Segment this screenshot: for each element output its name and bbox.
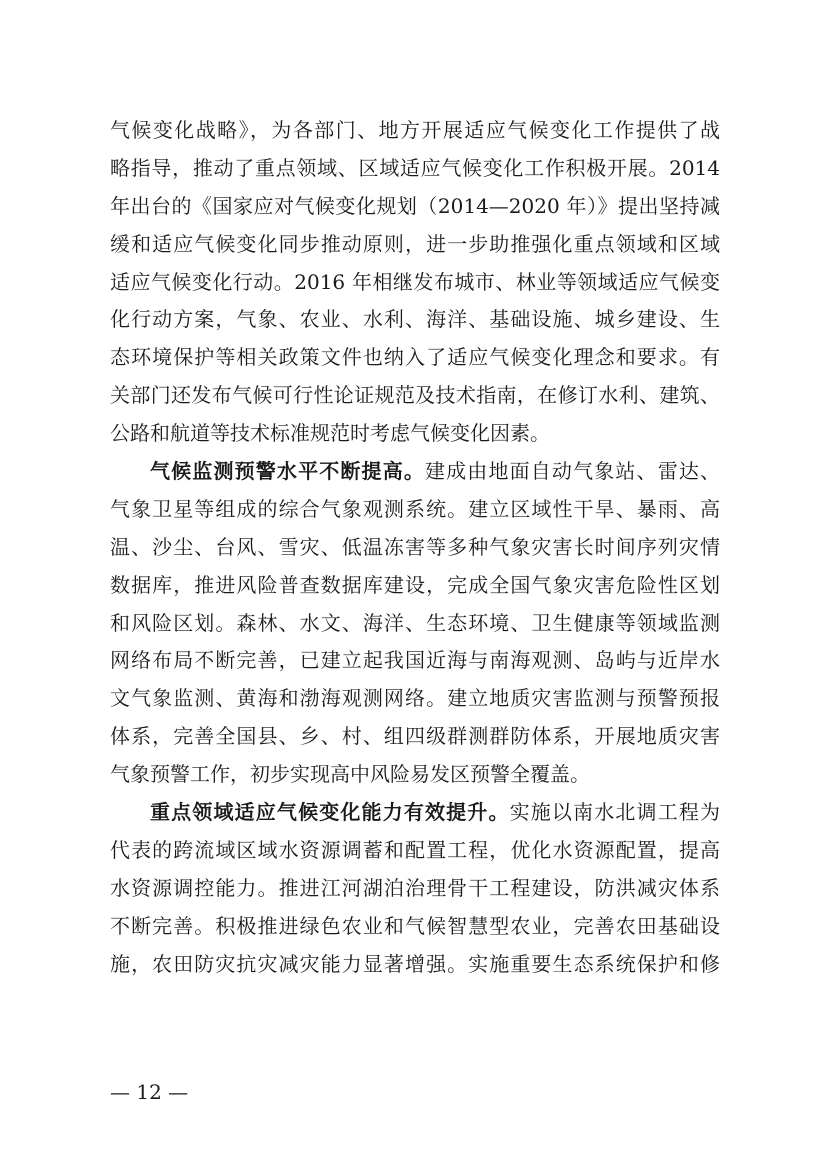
text-line xyxy=(110,453,720,491)
text-line: 文气象监测、黄海和渤海观测网络。建立地质灾害监测与预警预报 xyxy=(110,686,720,711)
text-line: 水资源调控能力。推进江河湖泊治理骨干工程建设，防洪减灾体系 xyxy=(110,875,720,900)
text-line: 略指导，推动了重点领域、区域适应气候变化工作积极开展。2014 xyxy=(110,155,720,180)
text-line: 网络布局不断完善，已建立起我国近海与南海观测、岛屿与近岸水 xyxy=(110,648,720,673)
text-line: 适应气候变化行动。2016 年相继发布城市、林业等领域适应气候变 xyxy=(110,269,720,294)
text-line: 和风险区划。森林、水文、海洋、生态环境、卫生健康等领域监测 xyxy=(110,610,720,635)
text-line: 气候变化战略》，为各部门、地方开展适应气候变化工作提供了战 xyxy=(110,118,720,142)
paragraph-heading: 气候监测预警水平不断提高。 xyxy=(150,459,425,484)
text-line: 不断完善。积极推进绿色农业和气候智慧型农业，完善农田基础设 xyxy=(110,913,720,938)
text-line: 缓和适应气候变化同步推动原则，进一步助推强化重点领域和区域 xyxy=(110,231,720,256)
text-span: 建成由地面自动气象站、雷达、 xyxy=(425,459,720,484)
paragraph-heading: 重点领域适应气候变化能力有效提升。 xyxy=(150,800,510,825)
text-line: 关部门还发布气候可行性论证规范及技术指南，在修订水利、建筑、 xyxy=(110,383,720,408)
document-body xyxy=(110,112,720,983)
text-line xyxy=(110,794,720,832)
text-line: 气象卫星等组成的综合气象观测系统。建立区域性干旱、暴雨、高 xyxy=(110,496,720,521)
text-line: 温、沙尘、台风、雪灾、低温冻害等多种气象灾害长时间序列灾情 xyxy=(110,534,720,559)
text-line: 施，农田防灾抗灾减灾能力显著增强。实施重要生态系统保护和修 xyxy=(110,951,720,976)
text-line: 代表的跨流域区域水资源调蓄和配置工程，优化水资源配置，提高 xyxy=(110,837,720,862)
paragraph-key-sectors xyxy=(110,794,720,983)
text-line: 公路和航道等技术标准规范时考虑气候变化因素。 xyxy=(110,421,550,446)
text-line: 气象预警工作，初步实现高中风险易发区预警全覆盖。 xyxy=(110,762,590,787)
paragraph-adaptation-policy xyxy=(110,112,720,453)
paragraph-monitoring-warning xyxy=(110,453,720,794)
text-line: 态环境保护等相关政策文件也纳入了适应气候变化理念和要求。有 xyxy=(110,345,720,370)
text-line: 体系，完善全国县、乡、村、组四级群测群防体系，开展地质灾害 xyxy=(110,724,720,749)
text-line: 数据库，推进风险普查数据库建设，完成全国气象灾害危险性区划 xyxy=(110,572,720,597)
text-line: 年出台的《国家应对气候变化规划（2014—2020 年）》提出坚持减 xyxy=(110,193,720,218)
text-span: 实施以南水北调工程为 xyxy=(509,800,720,825)
text-line: 化行动方案，气象、农业、水利、海洋、基础设施、城乡建设、生 xyxy=(110,307,720,332)
page-number: — 12 — xyxy=(110,1080,189,1104)
